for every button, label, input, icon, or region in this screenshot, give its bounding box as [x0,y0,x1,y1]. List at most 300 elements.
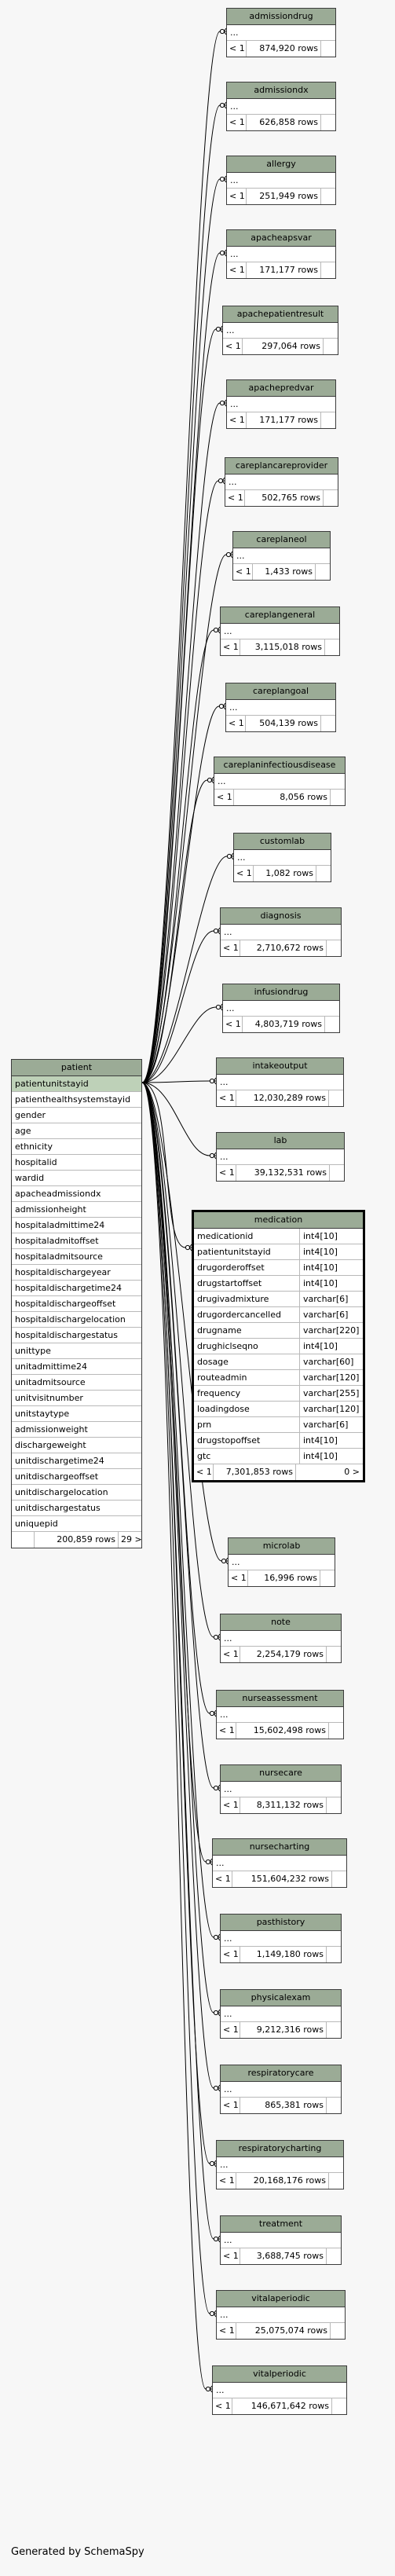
patient-column[interactable]: unitvisitnumber [12,1391,141,1406]
table-lt: < 1 [213,2398,232,2414]
apacheapsvar-table[interactable] [226,229,336,279]
table-title[interactable]: diagnosis [221,908,341,925]
respiratorycharting-table[interactable] [216,2140,344,2189]
crowfoot-marker [214,1635,218,1639]
table-lt: < 1 [227,41,247,57]
crowfoot-marker [216,1005,220,1009]
table-footer-spacer [331,790,345,805]
medication-column[interactable] [194,1229,363,1244]
medication-column[interactable] [194,1449,363,1464]
patient-column[interactable]: gender [12,1108,141,1123]
table-ellipsis: ... [221,1931,341,1947]
table-ellipsis: ... [213,1856,346,1871]
medication-child-count: 0 > [344,1467,360,1477]
table-lt: < 1 [227,115,247,130]
table-footer-spacer [332,1871,346,1887]
crowfoot-marker [210,2161,214,2165]
table-footer-spacer [325,639,339,655]
patient-column[interactable]: hospitaldischargeyear [12,1265,141,1281]
diagnosis-table[interactable] [220,907,342,957]
table-title[interactable]: pasthistory [221,1915,341,1931]
table-row-count: 865,381 rows [240,2098,327,2113]
table-ellipsis: ... [226,700,335,716]
table-title[interactable]: respiratorycharting [217,2141,343,2157]
table-row-count: 16,996 rows [248,1570,320,1586]
patient-column[interactable]: age [12,1123,141,1139]
table-title[interactable]: lab [217,1133,344,1149]
table-title[interactable]: careplaninfectiousdisease [214,757,345,774]
patient-column[interactable]: admissionheight [12,1202,141,1218]
column-name: medicationid [194,1229,300,1244]
table-footer-spacer [327,1947,341,1962]
table-lt: < 1 [217,1723,236,1739]
table-footer [214,790,345,805]
table-footer [217,2323,345,2339]
vitalaperiodic-table[interactable] [216,2290,346,2340]
crowfoot-marker [210,1153,214,1157]
crowfoot-marker [214,2237,218,2241]
table-lt: < 1 [225,490,245,506]
patient-column[interactable]: unitdischargetime24 [12,1453,141,1469]
nurseassessment-table[interactable] [216,1690,344,1739]
table-lt: < 1 [223,1017,243,1032]
table-title[interactable]: nurseassessment [217,1691,343,1707]
table-title[interactable]: microlab [229,1538,335,1555]
physicalexam-table[interactable] [220,1989,342,2039]
table-footer-spacer [321,412,335,428]
table-row-count: 8,056 rows [234,790,331,805]
patient-table[interactable] [11,1059,142,1548]
medication-column[interactable] [194,1386,363,1402]
column-name: drugname [194,1323,300,1338]
column-name: dosage [194,1354,300,1369]
table-row-count: 171,177 rows [247,262,321,278]
crowfoot-marker [218,478,222,482]
table-footer-spacer [320,1570,335,1586]
pasthistory-table[interactable] [220,1914,342,1963]
relationship-careplaneol [142,555,232,1083]
medication-row-count: 7,301,853 rows [214,1464,296,1480]
patient-column[interactable]: dischargeweight [12,1438,141,1453]
table-row-count: 297,064 rows [243,339,324,354]
column-name: gtc [194,1449,300,1464]
table-footer-spacer [321,716,335,731]
table-lt: < 1 [221,2248,240,2264]
table-title[interactable]: apachepredvar [227,380,335,397]
infusiondrug-table[interactable] [222,984,340,1033]
nursecharting-table[interactable] [212,1838,347,1888]
column-type: varchar[120] [303,1404,360,1414]
table-row-count: 502,765 rows [245,490,324,506]
table-row-count: 504,139 rows [246,716,321,731]
table-footer [221,2022,341,2038]
table-lt: < 1 [221,2022,240,2038]
column-type: varchar[120] [303,1372,360,1383]
relationship-apachepatientresult [142,329,222,1083]
table-ellipsis: ... [227,247,335,262]
table-ellipsis: ... [223,323,338,339]
table-footer-spacer [327,1797,341,1813]
vitalperiodic-table[interactable] [212,2365,347,2415]
table-row-count: 25,075,074 rows [236,2323,331,2339]
table-footer [217,1723,343,1739]
patient-column[interactable]: unitdischargestatus [12,1501,141,1516]
column-name: prn [194,1417,300,1432]
relationship-careplangeneral [142,630,220,1083]
medication-column[interactable] [194,1339,363,1354]
table-title[interactable]: apacheapsvar [227,230,335,247]
table-lt: < 1 [226,716,246,731]
table-footer-spacer [324,339,338,354]
relationship-intakeoutput [142,1081,216,1083]
patient-column[interactable]: admissionweight [12,1422,141,1438]
column-name: drugorderoffset [194,1260,300,1275]
table-row-count: 12,030,289 rows [236,1090,329,1106]
table-footer [213,2398,346,2414]
table-ellipsis: ... [221,1782,341,1797]
careplaneol-table[interactable] [232,531,331,581]
patient-column[interactable]: unitdischargelocation [12,1485,141,1501]
table-title[interactable]: physicalexam [221,1990,341,2006]
column-name: drughiclseqno [194,1339,300,1354]
table-footer [223,339,338,354]
table-title[interactable]: intakeoutput [217,1058,343,1075]
admissiondx-table[interactable] [226,82,336,131]
table-title[interactable]: customlab [234,834,331,850]
table-lt: < 1 [227,262,247,278]
table-row-count: 39,132,531 rows [236,1165,330,1181]
table-lt: < 1 [221,1797,240,1813]
table-footer [221,2248,341,2264]
patient-column[interactable]: unitadmittime24 [12,1359,141,1375]
treatment-table[interactable] [220,2215,342,2265]
column-name: drugivadmixture [194,1292,300,1306]
table-title[interactable]: nursecharting [213,1839,346,1856]
column-type: int4[10] [303,1231,338,1241]
table-title[interactable]: careplaneol [233,532,330,548]
table-footer-spacer [329,2173,343,2189]
column-name: drugstopoffset [194,1433,300,1448]
careplancareprovider-table[interactable] [225,457,338,507]
patient-column[interactable]: unitadmitsource [12,1375,141,1391]
intakeoutput-table[interactable] [216,1057,344,1107]
column-type: varchar[60] [303,1357,354,1367]
table-ellipsis: ... [217,1149,344,1165]
table-lt: < 1 [234,866,254,881]
table-ellipsis: ... [217,2157,343,2173]
table-footer-spacer [327,2248,341,2264]
table-footer [227,189,335,204]
table-ellipsis: ... [214,774,345,790]
crowfoot-marker [214,2010,218,2014]
crowfoot-marker [210,1711,214,1715]
crowfoot-marker [220,29,224,33]
table-lt: < 1 [217,1090,236,1106]
column-type: int4[10] [303,1435,338,1446]
table-title[interactable]: vitalperiodic [213,2366,346,2383]
patient-column[interactable]: patientunitstayid [12,1076,141,1092]
patient-column[interactable]: hospitalid [12,1155,141,1171]
crowfoot-marker [210,1079,214,1083]
table-ellipsis: ... [217,1707,343,1723]
table-title[interactable]: careplangeneral [221,607,339,624]
crowfoot-marker [207,778,211,782]
column-type: int4[10] [303,1262,338,1273]
table-title[interactable]: infusiondrug [223,984,339,1001]
crowfoot-marker [214,1786,218,1790]
table-ellipsis: ... [229,1555,335,1570]
table-row-count: 4,803,719 rows [243,1017,325,1032]
patient-column[interactable]: hospitaldischargelocation [12,1312,141,1328]
column-name: drugordercancelled [194,1307,300,1322]
careplangoal-table[interactable] [225,683,336,732]
crowfoot-marker [206,1860,210,1863]
column-type: varchar[6] [303,1310,349,1320]
table-lt: < 1 [227,412,247,428]
table-ellipsis: ... [225,475,338,490]
patient-column[interactable]: unitstaytype [12,1406,141,1422]
table-footer-spacer [316,564,330,580]
table-row-count: 15,602,498 rows [236,1723,329,1739]
table-footer-spacer [316,866,331,881]
patient-column[interactable]: hospitaldischargestatus [12,1328,141,1343]
table-footer-spacer [332,2398,346,2414]
table-lt: < 1 [217,2323,236,2339]
table-row-count: 20,168,176 rows [236,2173,329,2189]
table-row-count: 1,082 rows [254,866,316,881]
table-lt: < 1 [213,1871,232,1887]
medication-table[interactable] [192,1210,365,1482]
medication-column[interactable] [194,1417,363,1433]
table-lt: < 1 [221,639,240,655]
table-footer-spacer [329,1723,343,1739]
table-row-count: 2,254,179 rows [240,1647,327,1662]
medication-column[interactable] [194,1354,363,1370]
table-footer-spacer [327,1647,341,1662]
patient-column[interactable]: uniquepid [12,1516,141,1532]
microlab-table[interactable] [228,1537,335,1587]
customlab-table[interactable] [233,833,331,882]
column-type: int4[10] [303,1278,338,1288]
table-row-count: 146,671,642 rows [232,2398,332,2414]
table-footer-spacer [327,940,341,956]
patient-column[interactable]: unittype [12,1343,141,1359]
patient-column[interactable]: hospitaladmittime24 [12,1218,141,1233]
generated-by-label: Generated by SchemaSpy [11,2546,144,2558]
table-lt: < 1 [229,1570,248,1586]
crowfoot-marker [220,177,224,181]
apachepatientresult-table[interactable] [222,306,338,355]
patient-column[interactable]: unitdischargeoffset [12,1469,141,1485]
table-footer-spacer [321,41,335,57]
column-name: frequency [194,1386,300,1401]
table-footer [221,1797,341,1813]
medication-column[interactable] [194,1402,363,1417]
relationship-customlab [142,856,233,1083]
column-type: varchar[255] [303,1388,360,1398]
column-name: loadingdose [194,1402,300,1416]
table-title[interactable]: admissiondrug [227,9,335,25]
apachepredvar-table[interactable] [226,379,336,429]
table-ellipsis: ... [221,2006,341,2022]
medication-column[interactable] [194,1260,363,1276]
respiratorycare-table[interactable] [220,2065,342,2114]
table-footer [217,1165,344,1181]
table-row-count: 9,212,316 rows [240,2022,327,2038]
medication-lt: < 1 [194,1464,214,1480]
patient-column[interactable]: hospitaladmitoffset [12,1233,141,1249]
table-title[interactable]: admissiondx [227,82,335,99]
medication-column[interactable] [194,1323,363,1339]
table-footer [227,412,335,428]
patient-row-count: 200,859 rows [35,1532,119,1548]
column-name: drugstartoffset [194,1276,300,1291]
crowfoot-marker [216,327,220,331]
column-name: patientunitstayid [194,1244,300,1259]
relationship-admissiondrug [142,31,226,1083]
nursecare-table[interactable] [220,1764,342,1814]
table-ellipsis: ... [227,25,335,41]
table-ellipsis: ... [223,1001,339,1017]
patient-column[interactable]: patienthealthsystemstayid [12,1092,141,1108]
table-lt: < 1 [221,1647,240,1662]
table-ellipsis: ... [234,850,331,866]
table-footer [227,262,335,278]
table-title[interactable]: note [221,1614,341,1631]
table-footer [213,1871,346,1887]
medication-column[interactable] [194,1292,363,1307]
table-row-count: 626,858 rows [247,115,321,130]
table-row-count: 874,920 rows [247,41,321,57]
table-ellipsis: ... [227,173,335,189]
crowfoot-marker [206,2387,210,2391]
table-footer [227,115,335,130]
table-title[interactable]: careplancareprovider [225,458,338,475]
table-footer [233,564,330,580]
relationship-allergy [142,179,226,1083]
table-lt: < 1 [233,564,253,580]
table-row-count: 1,149,180 rows [240,1947,327,1962]
table-title[interactable]: apachepatientresult [223,306,338,323]
table-footer-spacer [331,2323,345,2339]
table-ellipsis: ... [233,548,330,564]
patient-table-title[interactable]: patient [12,1060,141,1076]
crowfoot-marker [221,1559,225,1563]
patient-column[interactable]: hospitaladmitsource [12,1249,141,1265]
crowfoot-marker [214,2086,218,2090]
table-title[interactable]: respiratorycare [221,2065,341,2082]
allergy-table[interactable] [226,156,336,205]
table-footer [221,639,339,655]
table-footer-spacer [329,1090,343,1106]
table-title[interactable]: nursecare [221,1765,341,1782]
patient-column[interactable]: hospitaldischargetime24 [12,1281,141,1296]
footer-spacer [12,1532,35,1548]
column-type: int4[10] [303,1341,338,1351]
patient-column[interactable]: apacheadmissiondx [12,1186,141,1202]
note-table[interactable] [220,1614,342,1663]
medication-column[interactable] [194,1307,363,1323]
medication-table-title[interactable]: medication [194,1212,363,1229]
table-footer [226,716,335,731]
table-title[interactable]: allergy [227,156,335,173]
crowfoot-marker [219,704,223,708]
medication-column[interactable] [194,1370,363,1386]
lab-table[interactable] [216,1132,345,1182]
table-footer [217,1090,343,1106]
table-ellipsis: ... [217,2307,345,2323]
medication-column[interactable] [194,1276,363,1292]
table-footer [229,1570,335,1586]
crowfoot-marker [214,929,218,933]
table-lt: < 1 [221,1947,240,1962]
table-lt: < 1 [223,339,243,354]
table-ellipsis: ... [221,2233,341,2248]
table-lt: < 1 [221,940,240,956]
table-ellipsis: ... [227,99,335,115]
table-lt: < 1 [221,2098,240,2113]
crowfoot-marker [226,552,230,556]
crowfoot-marker [210,2311,214,2315]
patient-column[interactable]: hospitaldischargeoffset [12,1296,141,1312]
table-footer-spacer [327,2098,341,2113]
table-title[interactable]: treatment [221,2216,341,2233]
table-lt: < 1 [217,1165,236,1181]
table-lt: < 1 [227,189,247,204]
table-footer [221,1947,341,1962]
table-footer-spacer [321,115,335,130]
patient-column[interactable]: wardid [12,1171,141,1186]
table-lt: < 1 [214,790,234,805]
relationship-apacheapsvar [142,253,226,1083]
table-ellipsis: ... [221,2082,341,2098]
table-row-count: 2,710,672 rows [240,940,327,956]
table-row-count: 3,115,018 rows [240,639,325,655]
column-type: varchar[220] [303,1325,360,1336]
table-footer-spacer [324,490,338,506]
medication-column[interactable] [194,1244,363,1260]
table-footer-spacer [327,2022,341,2038]
table-title[interactable]: careplangoal [226,683,335,700]
careplangeneral-table[interactable] [220,606,340,656]
careplaninfectiousdisease-table[interactable] [214,757,346,806]
column-type: varchar[6] [303,1294,349,1304]
table-row-count: 151,604,232 rows [232,1871,332,1887]
table-row-count: 8,311,132 rows [240,1797,327,1813]
table-title[interactable]: vitalaperiodic [217,2291,345,2307]
crowfoot-marker [220,103,224,107]
patient-child-count: 29 > [121,1534,142,1545]
admissiondrug-table[interactable] [226,8,336,57]
table-footer [227,41,335,57]
medication-column[interactable] [194,1433,363,1449]
table-ellipsis: ... [213,2383,346,2398]
table-footer [217,2173,343,2189]
table-footer [221,2098,341,2113]
table-ellipsis: ... [221,925,341,940]
table-row-count: 1,433 rows [253,564,316,580]
table-row-count: 171,177 rows [247,412,321,428]
table-footer [223,1017,339,1032]
crowfoot-marker [214,1935,218,1939]
column-type: varchar[6] [303,1420,349,1430]
table-footer [221,940,341,956]
table-ellipsis: ... [227,397,335,412]
patient-column[interactable]: ethnicity [12,1139,141,1155]
crowfoot-marker [227,854,231,858]
table-footer [221,1647,341,1662]
medication-table-footer [194,1464,363,1480]
